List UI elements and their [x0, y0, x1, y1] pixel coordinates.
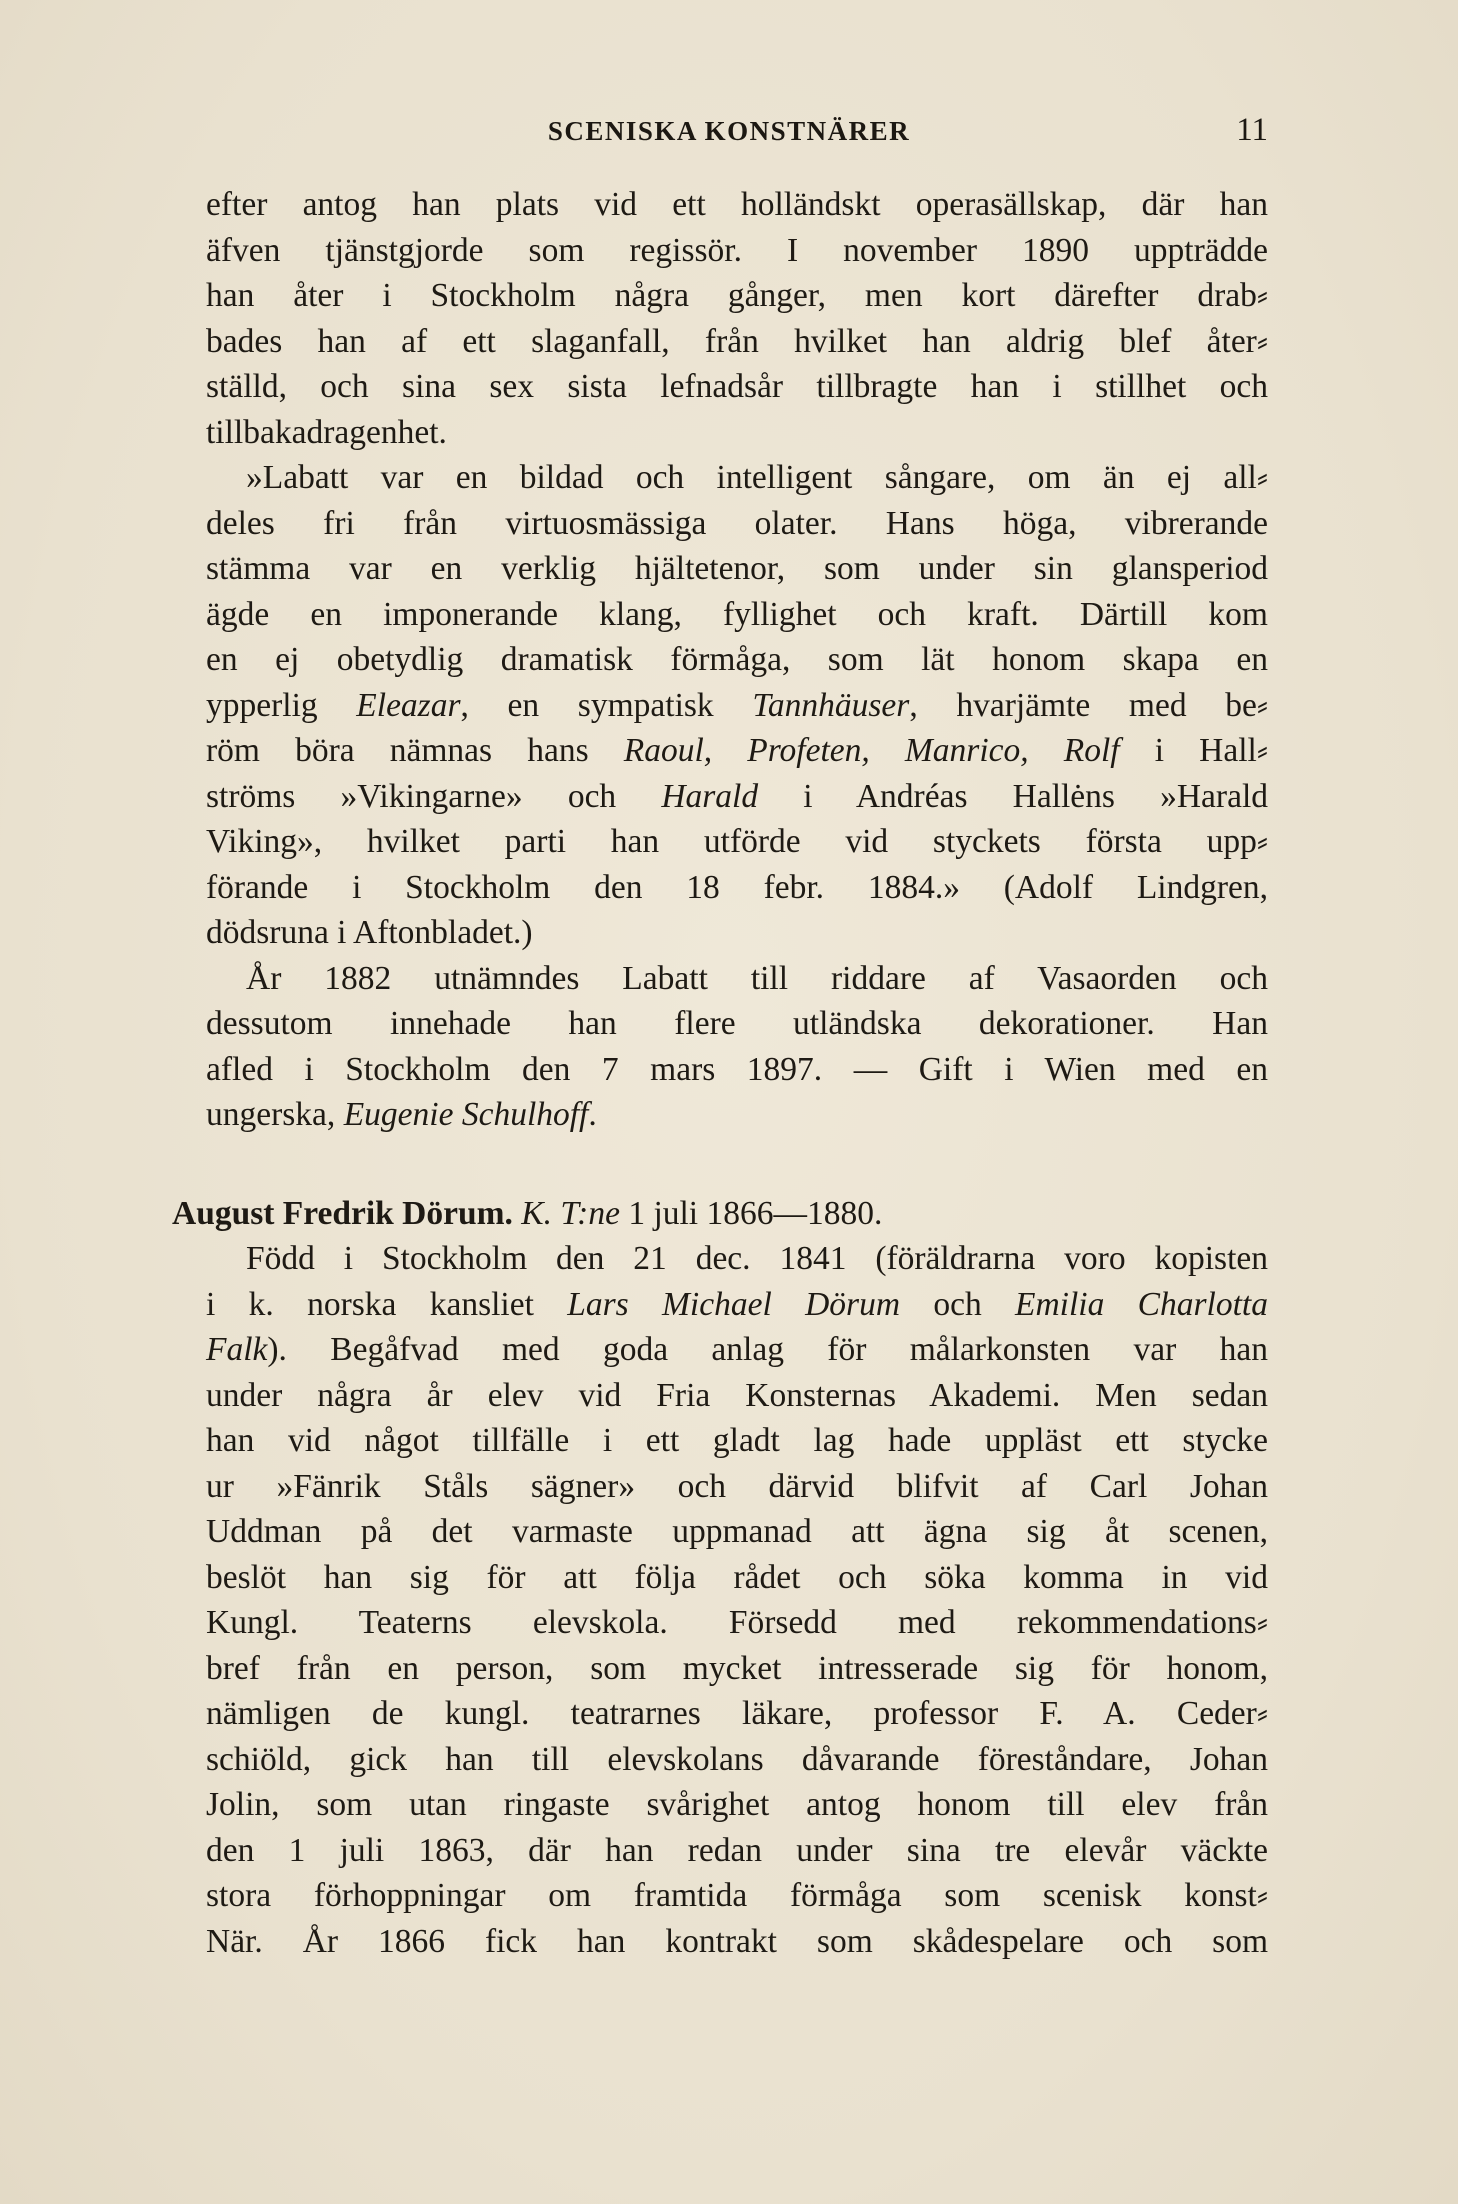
text-span: ungerska, — [206, 1096, 344, 1133]
role-name: Eleazar — [356, 686, 461, 724]
text-line: ställd, och sina sex sista lefnadsår tillbragte han i stillhet och — [206, 368, 1268, 405]
labatt-paragraph-1 — [206, 182, 1268, 455]
dorum-paragraph-1 — [206, 1236, 1268, 1964]
text-line — [206, 774, 1268, 820]
role-name: Tannhäuser — [752, 686, 910, 724]
text-span: ypperlig — [206, 686, 357, 724]
text-line: under några år elev vid Fria Konsternas Akademi. Men sedan — [206, 1376, 1268, 1414]
text-line: afled i Stockholm den 7 mars 1897. — Gift i Wien med en — [206, 1050, 1268, 1088]
text-line: schiöld, gick han till elevskolans dåvarande föreståndare, Johan — [206, 1740, 1268, 1778]
text-line — [206, 1282, 1268, 1328]
text-span: ströms »Vikingarne» och — [206, 777, 662, 815]
running-head-title: SCENISKA KONSTNÄRER — [547, 116, 911, 146]
text-line: Född i Stockholm den 21 dec. 1841 (föräldrarna voro kopisten — [246, 1240, 1268, 1277]
text-line: stämma var en verklig hjältetenor, som under sin glansperiod — [206, 550, 1268, 587]
text-span: , hvarjämte med be⸗ — [909, 686, 1269, 724]
text-line: beslöt han sig för att följa rådet och söka komma in vid — [206, 1558, 1268, 1596]
text-line: den 1 juli 1863, där han redan under sina tre elevår väckte — [206, 1831, 1268, 1869]
text-line: ur »Fänrik Ståls sägner» och därvid blifvit af Carl Johan — [206, 1467, 1268, 1505]
text-line: dödsruna i Aftonbladet.) — [206, 914, 533, 951]
engagement-period: 1 juli 1866—1880. — [619, 1194, 883, 1232]
text-line: Kungl. Teaterns elevskola. Försedd med rekommendations⸗ — [206, 1604, 1268, 1641]
text-line: dessutom innehade han flere utländska dekorationer. Han — [206, 1005, 1268, 1042]
spouse-name: Eugenie Schulhoff — [343, 1096, 589, 1133]
text-line: äfven tjänstgjorde som regissör. I november 1890 uppträdde — [206, 231, 1268, 269]
text-line: nämligen de kungl. teatrarnes läkare, professor F. A. Ceder⸗ — [206, 1695, 1268, 1732]
text-line — [206, 728, 1268, 774]
text-line: Uddman på det varmaste uppmanad att ägna sig åt scenen, — [206, 1513, 1268, 1550]
text-line — [206, 683, 1268, 729]
role-names: Raoul, Profeten, Manrico, Rolf — [623, 732, 1120, 769]
entry-heading — [172, 1191, 1268, 1237]
text-line: han åter i Stockholm några gånger, men kort därefter drab⸗ — [206, 277, 1268, 314]
text-line: en ej obetydlig dramatisk förmåga, som lät honom skapa en — [206, 641, 1268, 678]
text-line: deles fri från virtuosmässiga olater. Hans höga, vibrerande — [206, 504, 1268, 542]
text-line: förande i Stockholm den 18 febr. 1884.» (Adolf Lindgren, — [206, 868, 1268, 906]
text-line: »Labatt var en bildad och intelligent sångare, om än ej all⸗ — [246, 459, 1268, 496]
text-span: och — [900, 1285, 1016, 1323]
text-line: bades han af ett slaganfall, från hvilket han aldrig blef åter⸗ — [206, 322, 1268, 360]
text-span: i Andréas Hallėns »Harald — [758, 777, 1268, 815]
text-line — [206, 1327, 1268, 1373]
text-line: ägde en imponerande klang, fyllighet och kraft. Därtill kom — [206, 595, 1268, 633]
text-line: När. År 1866 fick han kontrakt som skådespelare och som — [206, 1922, 1268, 1960]
role-name: Harald — [661, 777, 759, 815]
labatt-paragraph-3 — [206, 956, 1268, 1138]
text-span: ). Begåfvad med goda anlag för målarkonsten var han — [267, 1331, 1268, 1368]
text-line: Viking», hvilket parti han utförde vid styckets första upp⸗ — [206, 823, 1268, 860]
text-span: i Hall⸗ — [1119, 732, 1268, 769]
text-line: han vid något tillfälle i ett gladt lag hade uppläst ett stycke — [206, 1422, 1268, 1459]
entry-name: August Fredrik Dörum. — [172, 1194, 513, 1232]
text-span: röm böra nämnas hans — [206, 732, 624, 769]
text-span: . — [588, 1096, 597, 1133]
mother-surname: Falk — [206, 1331, 268, 1368]
text-line: bref från en person, som mycket intresserade sig för honom, — [206, 1649, 1268, 1687]
text-line: stora förhoppningar om framtida förmåga som scenisk konst⸗ — [206, 1877, 1268, 1914]
text-line: År 1882 utnämndes Labatt till riddare af Vasaorden och — [246, 959, 1268, 997]
engagement-label: K. T:ne — [521, 1194, 620, 1232]
text-span: , en sympatisk — [460, 686, 753, 724]
mother-name: Emilia Charlotta — [1015, 1285, 1268, 1323]
text-line — [206, 1092, 1268, 1138]
text-line: Jolin, som utan ringaste svårighet antog honom till elev från — [206, 1786, 1268, 1823]
labatt-quote-paragraph — [206, 455, 1268, 956]
text-line: efter antog han plats vid ett holländskt operasällskap, där han — [206, 186, 1268, 223]
page-number: 11 — [1236, 112, 1268, 148]
text-line: tillbakadragenhet. — [206, 413, 447, 451]
text-span: i k. norska kansliet — [206, 1285, 568, 1323]
father-name: Lars Michael Dörum — [567, 1285, 901, 1323]
body-text — [172, 182, 1269, 1964]
running-head — [0, 112, 1458, 152]
